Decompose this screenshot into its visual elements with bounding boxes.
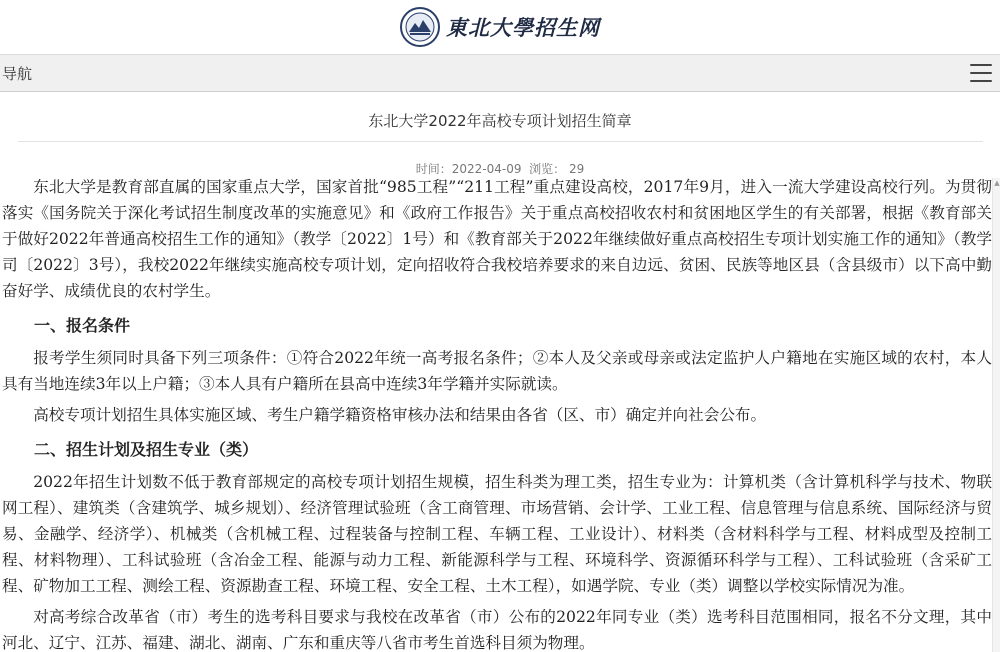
meta-time-label: 时间： xyxy=(415,162,452,176)
nav-label[interactable]: 导航 xyxy=(2,64,33,83)
scroll-up-arrow-icon[interactable]: ▲ xyxy=(994,179,1000,187)
hamburger-menu-icon[interactable] xyxy=(970,64,992,82)
plan-paragraph-2: 对高考综合改革省（市）考生的选考科目要求与我校在改革省（市）公布的2022年同专业（类）选考科目范围相同，报名不分文理，其中河北、辽宁、江苏、福建、湖北、湖南、广东和重庆等八省市考生首选科目须为物理。 xyxy=(2,608,992,652)
page-scrollbar[interactable] xyxy=(992,178,1000,652)
university-seal-icon[interactable] xyxy=(400,7,440,47)
article-title: 东北大学2022年高校专项计划招生简章 xyxy=(368,112,632,130)
intro-paragraph: 东北大学是教育部直属的国家重点大学，国家首批“985工程”“211工程”重点建设高校，2017年9月，进入一流大学建设高校行列。为贯彻落实《国务院关于深化考试招生制度改革的实施意见》和《政府工作报告》关于重点高校招收农村和贫困地区学生的有关部署，根据《教育部关于做好2022年普通高校招生工作的通知》（教学〔2022〕1号）和《教育部关于2022年继续做好重点高校招生专项计划实施工作的通知》（教学司〔2022〕3号），我校2022年继续实施高校专项计划，定向招收符合我校培养要求的来自边远、贫困、民族等地区县（含县级市）以下高中勤奋好学、成绩优良的农村学生。 xyxy=(2,178,992,300)
section-heading-conditions: 一、报名条件 xyxy=(34,316,131,335)
article-body xyxy=(0,174,992,652)
site-header xyxy=(0,0,1000,54)
conditions-paragraph-1: 报考学生须同时具备下列三项条件：①符合2022年统一高考报名条件；②本人及父亲或母亲或法定监护人户籍地在实施区域的农村，本人具有当地连续3年以上户籍；③本人具有户籍所在县高中连续3年学籍并实际就读。 xyxy=(2,349,992,393)
conditions-paragraph-2: 高校专项计划招生具体实施区域、考生户籍学籍资格审核办法和结果由各省（区、市）确定并向社会公布。 xyxy=(33,406,767,424)
plan-paragraph-1: 2022年招生计划数不低于教育部规定的高校专项计划招生规模，招生科类为理工类，招生专业为：计算机类（含计算机科学与技术、物联网工程）、建筑类（含建筑学、城乡规划）、经济管理试验班（含工商管理、市场营销、会计学、工业工程、信息管理与信息系统、国际经济与贸易、金融学、经济学）、机械类（含机械工程、过程装备与控制工程、车辆工程、工业设计）、材料类（含材料科学与工程、材料成型及控制工程、材料物理）、工科试验班（含冶金工程、能源与动力工程、新能源科学与工程、环境科学、资源循环科学与工程）、工科试验班（含采矿工程、矿物加工工程、测绘工程、资源勘查工程、环境工程、安全工程、土木工程），如遇学院、专业（类）调整以学校实际情况为准。 xyxy=(2,473,992,595)
meta-time: 2022-04-09 xyxy=(451,162,522,176)
meta-views: 29 xyxy=(568,162,585,176)
site-logo-text[interactable]: 東北大學招生网 xyxy=(446,15,600,40)
meta-views-label: 浏览： xyxy=(529,162,566,176)
section-heading-plan: 二、招生计划及招生专业（类） xyxy=(34,440,259,459)
title-divider xyxy=(18,141,983,142)
nav-bar xyxy=(0,54,1000,92)
